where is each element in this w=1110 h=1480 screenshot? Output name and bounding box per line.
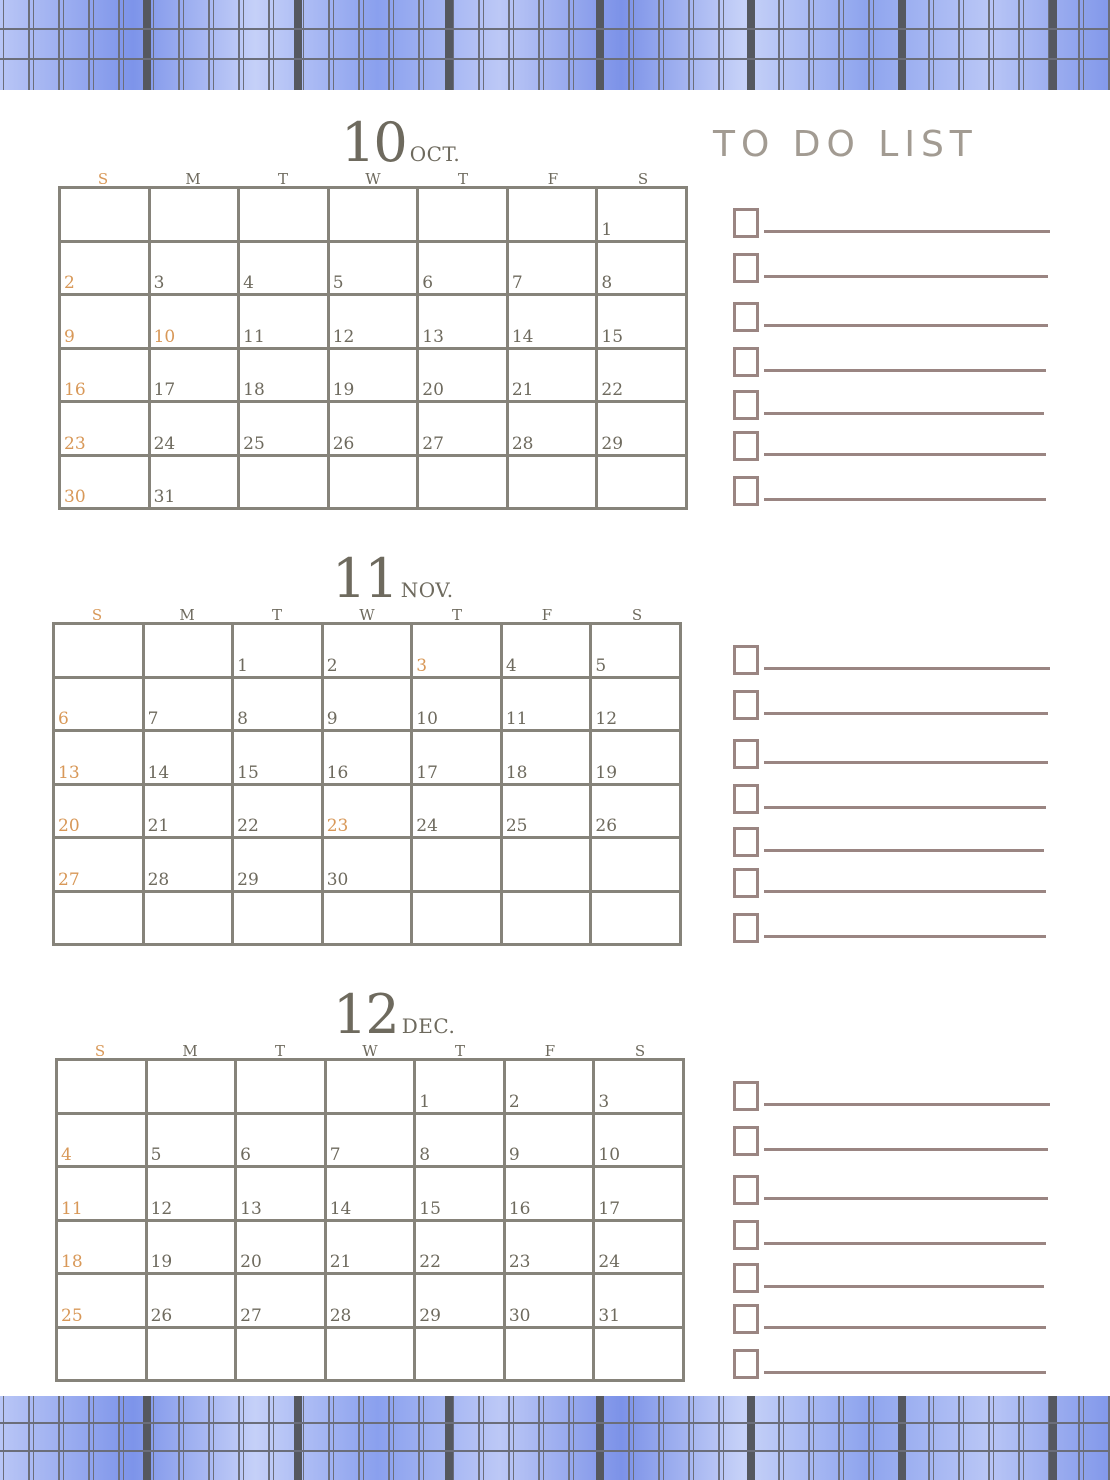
day-number: 25 [61, 1305, 83, 1326]
day-cell [327, 1222, 417, 1276]
day-number: 19 [595, 762, 618, 783]
write-line[interactable] [764, 230, 1050, 233]
day-cell [509, 296, 599, 350]
day-number: 22 [601, 380, 624, 400]
day-cell [324, 625, 414, 679]
weekday-label: S [634, 1042, 646, 1060]
day-cell [240, 296, 330, 350]
top-mosaic-border [0, 0, 1110, 90]
day-number: 15 [419, 1198, 441, 1219]
day-cell [145, 732, 235, 786]
day-number: 9 [326, 709, 338, 729]
calendar-grid [58, 186, 688, 510]
day-number: 5 [332, 273, 344, 293]
day-cell [506, 1061, 596, 1115]
weekday-label: S [94, 1042, 106, 1060]
checkbox-icon[interactable] [733, 690, 759, 720]
todo-list-title: TO DO LIST [713, 124, 978, 165]
checkbox-icon[interactable] [733, 253, 759, 283]
day-number: 15 [237, 762, 259, 783]
write-line[interactable] [764, 761, 1048, 764]
day-cell [237, 1061, 327, 1115]
day-cell [145, 839, 235, 893]
write-line[interactable] [764, 1371, 1046, 1374]
day-cell [234, 893, 324, 947]
day-cell [503, 839, 593, 893]
day-cell [145, 625, 235, 679]
day-cell [61, 403, 151, 457]
write-line[interactable] [764, 412, 1044, 415]
day-cell [598, 457, 688, 511]
weekday-label: F [544, 1042, 556, 1060]
day-number: 12 [332, 326, 355, 347]
weekday-label: M [185, 170, 201, 188]
day-cell [595, 1275, 685, 1329]
day-cell [419, 457, 509, 511]
day-cell [324, 786, 414, 840]
day-number: 27 [58, 869, 80, 890]
day-number: 16 [64, 380, 86, 400]
day-number: 13 [422, 326, 444, 347]
day-cell [58, 1222, 148, 1276]
day-number: 27 [240, 1305, 262, 1326]
day-cell [55, 786, 145, 840]
day-cell [598, 243, 688, 297]
day-cell [148, 1168, 238, 1222]
day-cell [55, 732, 145, 786]
day-cell [503, 679, 593, 733]
day-number: 30 [326, 869, 349, 890]
day-number: 16 [326, 762, 349, 783]
day-cell [509, 457, 599, 511]
write-line[interactable] [764, 1148, 1048, 1151]
day-cell [413, 839, 503, 893]
write-line[interactable] [764, 890, 1046, 893]
write-line[interactable] [764, 1326, 1046, 1329]
day-number: 4 [61, 1145, 72, 1165]
day-cell [506, 1168, 596, 1222]
day-number: 20 [422, 380, 444, 400]
day-number: 30 [508, 1305, 531, 1326]
day-number: 12 [595, 709, 618, 729]
day-number: 9 [508, 1145, 520, 1165]
day-number: 10 [598, 1145, 621, 1165]
day-number: 14 [147, 762, 170, 783]
day-cell [416, 1168, 506, 1222]
checkbox-icon[interactable] [733, 784, 759, 814]
weekday-label: F [547, 170, 559, 188]
checkbox-icon[interactable] [733, 1349, 759, 1379]
day-number: 28 [511, 433, 534, 454]
day-number: 15 [601, 326, 624, 347]
day-number: 20 [240, 1252, 262, 1272]
day-cell [598, 403, 688, 457]
bottom-mosaic-border [0, 1396, 1110, 1480]
weekday-label: W [362, 1042, 378, 1060]
weekday-label: M [179, 606, 195, 624]
day-cell [592, 839, 682, 893]
write-line[interactable] [764, 667, 1050, 670]
write-line[interactable] [764, 324, 1048, 327]
day-number: 17 [598, 1198, 621, 1219]
day-cell [61, 243, 151, 297]
checkbox-icon[interactable] [733, 347, 759, 377]
day-number: 25 [243, 433, 265, 454]
write-line[interactable] [764, 275, 1048, 278]
calendar-grid [55, 1058, 685, 1382]
day-number: 3 [598, 1091, 610, 1112]
month-number: 11 [332, 547, 397, 610]
day-cell [151, 189, 241, 243]
weekday-label: W [365, 170, 381, 188]
day-number: 2 [64, 273, 75, 293]
day-cell [237, 1222, 327, 1276]
write-line[interactable] [764, 849, 1044, 852]
day-cell [327, 1168, 417, 1222]
day-number: 8 [237, 709, 248, 729]
day-number: 20 [58, 816, 80, 836]
day-number: 9 [64, 326, 75, 347]
day-number: 3 [416, 655, 428, 676]
day-cell [145, 786, 235, 840]
day-number: 11 [505, 709, 528, 729]
day-cell [413, 625, 503, 679]
weekday-label: T [457, 170, 468, 188]
day-cell [324, 732, 414, 786]
day-number: 8 [419, 1145, 431, 1165]
day-cell [416, 1275, 506, 1329]
day-number: 19 [150, 1252, 173, 1272]
day-cell [324, 679, 414, 733]
day-number: 6 [240, 1145, 251, 1165]
day-number: 14 [511, 326, 534, 347]
day-cell [148, 1115, 238, 1169]
day-cell [509, 350, 599, 404]
day-cell [55, 625, 145, 679]
day-cell [234, 786, 324, 840]
weekday-label: W [359, 606, 375, 624]
weekday-label: S [631, 606, 643, 624]
day-cell [327, 1329, 417, 1383]
day-number: 23 [64, 433, 86, 454]
day-cell [413, 679, 503, 733]
checkbox-icon[interactable] [733, 390, 759, 420]
day-cell [330, 350, 420, 404]
day-number: 7 [511, 273, 523, 293]
weekday-label: S [637, 170, 649, 188]
day-cell [416, 1329, 506, 1383]
day-cell [240, 403, 330, 457]
checkbox-icon[interactable] [733, 476, 759, 506]
weekday-label: S [91, 606, 103, 624]
day-number: 26 [332, 433, 355, 454]
day-cell [592, 625, 682, 679]
day-cell [419, 350, 509, 404]
checkbox-icon[interactable] [733, 1175, 759, 1205]
month-number: 12 [333, 983, 398, 1046]
day-cell [240, 243, 330, 297]
day-cell [327, 1115, 417, 1169]
checkbox-icon[interactable] [733, 868, 759, 898]
day-cell [61, 457, 151, 511]
day-cell [506, 1222, 596, 1276]
day-number: 18 [505, 762, 528, 783]
day-cell [58, 1275, 148, 1329]
write-line[interactable] [764, 453, 1046, 456]
write-line[interactable] [764, 1197, 1048, 1200]
day-number: 26 [150, 1305, 173, 1326]
day-number: 25 [505, 816, 528, 836]
write-line[interactable] [764, 498, 1046, 501]
day-cell [413, 893, 503, 947]
month-abbr: NOV. [400, 578, 454, 602]
checkbox-icon[interactable] [733, 1263, 759, 1293]
month-header [332, 547, 454, 610]
day-cell [503, 893, 593, 947]
day-number: 5 [595, 655, 607, 676]
day-number: 19 [332, 380, 355, 400]
day-cell [506, 1275, 596, 1329]
day-number: 7 [329, 1145, 341, 1165]
day-cell [55, 893, 145, 947]
day-number: 22 [237, 816, 259, 836]
day-number: 2 [508, 1091, 520, 1112]
day-cell [419, 243, 509, 297]
day-cell [413, 786, 503, 840]
day-cell [61, 189, 151, 243]
day-cell [598, 296, 688, 350]
write-line[interactable] [764, 806, 1046, 809]
day-cell [234, 625, 324, 679]
day-cell [237, 1115, 327, 1169]
day-number: 11 [61, 1198, 83, 1219]
day-cell [240, 189, 330, 243]
checkbox-icon[interactable] [733, 1126, 759, 1156]
day-number: 4 [505, 655, 517, 676]
day-cell [151, 243, 241, 297]
day-number: 2 [326, 655, 338, 676]
day-number: 1 [419, 1091, 431, 1112]
weekday-label: T [274, 1042, 285, 1060]
day-number: 27 [422, 433, 444, 454]
month-abbr: OCT. [409, 142, 461, 166]
day-cell [506, 1115, 596, 1169]
day-cell [148, 1275, 238, 1329]
day-number: 26 [595, 816, 618, 836]
month-header [341, 111, 461, 174]
day-number: 11 [243, 326, 265, 347]
day-number: 29 [601, 433, 624, 454]
day-cell [330, 457, 420, 511]
day-cell [145, 679, 235, 733]
day-cell [595, 1222, 685, 1276]
day-cell [327, 1061, 417, 1115]
day-cell [151, 457, 241, 511]
day-cell [324, 893, 414, 947]
weekday-label: T [451, 606, 462, 624]
day-cell [58, 1115, 148, 1169]
day-number: 4 [243, 273, 254, 293]
day-cell [506, 1329, 596, 1383]
day-cell [503, 625, 593, 679]
day-cell [237, 1168, 327, 1222]
day-cell [592, 786, 682, 840]
checkbox-icon[interactable] [733, 645, 759, 675]
day-cell [148, 1329, 238, 1383]
checkbox-icon[interactable] [733, 431, 759, 461]
month-abbr: DEC. [401, 1014, 456, 1038]
day-number: 13 [58, 762, 80, 783]
day-cell [419, 403, 509, 457]
day-cell [416, 1061, 506, 1115]
day-cell [416, 1115, 506, 1169]
day-cell [509, 403, 599, 457]
day-number: 1 [237, 655, 248, 676]
day-number: 21 [511, 380, 534, 400]
day-number: 7 [147, 709, 159, 729]
day-number: 18 [61, 1252, 83, 1272]
day-number: 17 [416, 762, 438, 783]
day-cell [234, 679, 324, 733]
weekday-label: T [454, 1042, 465, 1060]
day-number: 23 [326, 816, 349, 836]
day-number: 16 [508, 1198, 531, 1219]
day-number: 21 [147, 816, 170, 836]
day-cell [503, 732, 593, 786]
day-cell [61, 350, 151, 404]
day-cell [240, 457, 330, 511]
month-header [333, 983, 456, 1046]
day-cell [592, 679, 682, 733]
day-cell [151, 403, 241, 457]
day-cell [595, 1061, 685, 1115]
calendar-grid [52, 622, 682, 946]
day-cell [58, 1168, 148, 1222]
day-number: 13 [240, 1198, 262, 1219]
day-cell [419, 189, 509, 243]
day-number: 24 [153, 433, 176, 454]
day-cell [58, 1061, 148, 1115]
month-number: 10 [341, 111, 406, 174]
day-cell [598, 189, 688, 243]
day-cell [330, 296, 420, 350]
write-line[interactable] [764, 1242, 1046, 1245]
day-number: 6 [58, 709, 69, 729]
day-number: 8 [601, 273, 613, 293]
day-cell [58, 1329, 148, 1383]
day-number: 12 [150, 1198, 173, 1219]
day-cell [330, 243, 420, 297]
day-cell [55, 839, 145, 893]
write-line[interactable] [764, 935, 1046, 938]
day-cell [234, 732, 324, 786]
day-cell [598, 350, 688, 404]
day-cell [145, 893, 235, 947]
day-cell [595, 1168, 685, 1222]
day-cell [413, 732, 503, 786]
day-number: 28 [147, 869, 170, 890]
weekday-label: S [97, 170, 109, 188]
day-number: 31 [153, 487, 176, 507]
checkbox-icon[interactable] [733, 739, 759, 769]
day-cell [234, 839, 324, 893]
day-number: 18 [243, 380, 265, 400]
day-cell [330, 189, 420, 243]
write-line[interactable] [764, 1103, 1050, 1106]
checkbox-icon[interactable] [733, 827, 759, 857]
checkbox-icon[interactable] [733, 913, 759, 943]
day-number: 22 [419, 1252, 441, 1272]
checkbox-icon[interactable] [733, 302, 759, 332]
day-number: 21 [329, 1252, 352, 1272]
day-number: 29 [237, 869, 259, 890]
day-cell [148, 1222, 238, 1276]
day-cell [509, 189, 599, 243]
day-cell [503, 786, 593, 840]
day-number: 10 [416, 709, 438, 729]
day-number: 17 [153, 380, 176, 400]
day-number: 24 [598, 1252, 621, 1272]
day-number: 31 [598, 1305, 621, 1326]
day-cell [61, 296, 151, 350]
day-cell [324, 839, 414, 893]
weekday-label: M [182, 1042, 198, 1060]
day-number: 28 [329, 1305, 352, 1326]
day-number: 1 [601, 219, 613, 240]
day-number: 14 [329, 1198, 352, 1219]
day-cell [419, 296, 509, 350]
checkbox-icon[interactable] [733, 1081, 759, 1111]
day-number: 24 [416, 816, 438, 836]
write-line[interactable] [764, 369, 1046, 372]
day-cell [327, 1275, 417, 1329]
day-cell [237, 1329, 327, 1383]
write-line[interactable] [764, 1285, 1044, 1288]
day-number: 30 [64, 487, 86, 507]
day-cell [151, 296, 241, 350]
day-number: 23 [508, 1252, 531, 1272]
checkbox-icon[interactable] [733, 208, 759, 238]
day-cell [240, 350, 330, 404]
day-cell [148, 1061, 238, 1115]
checkbox-icon[interactable] [733, 1220, 759, 1250]
day-number: 3 [153, 273, 165, 293]
day-number: 29 [419, 1305, 441, 1326]
day-cell [595, 1115, 685, 1169]
weekday-label: F [541, 606, 553, 624]
day-cell [509, 243, 599, 297]
day-cell [592, 893, 682, 947]
write-line[interactable] [764, 712, 1048, 715]
day-cell [237, 1275, 327, 1329]
day-cell [151, 350, 241, 404]
day-cell [55, 679, 145, 733]
weekday-label: T [277, 170, 288, 188]
checkbox-icon[interactable] [733, 1304, 759, 1334]
day-cell [416, 1222, 506, 1276]
day-number: 10 [153, 326, 176, 347]
day-number: 5 [150, 1145, 162, 1165]
day-number: 6 [422, 273, 434, 293]
day-cell [595, 1329, 685, 1383]
day-cell [592, 732, 682, 786]
weekday-label: T [271, 606, 282, 624]
day-cell [330, 403, 420, 457]
